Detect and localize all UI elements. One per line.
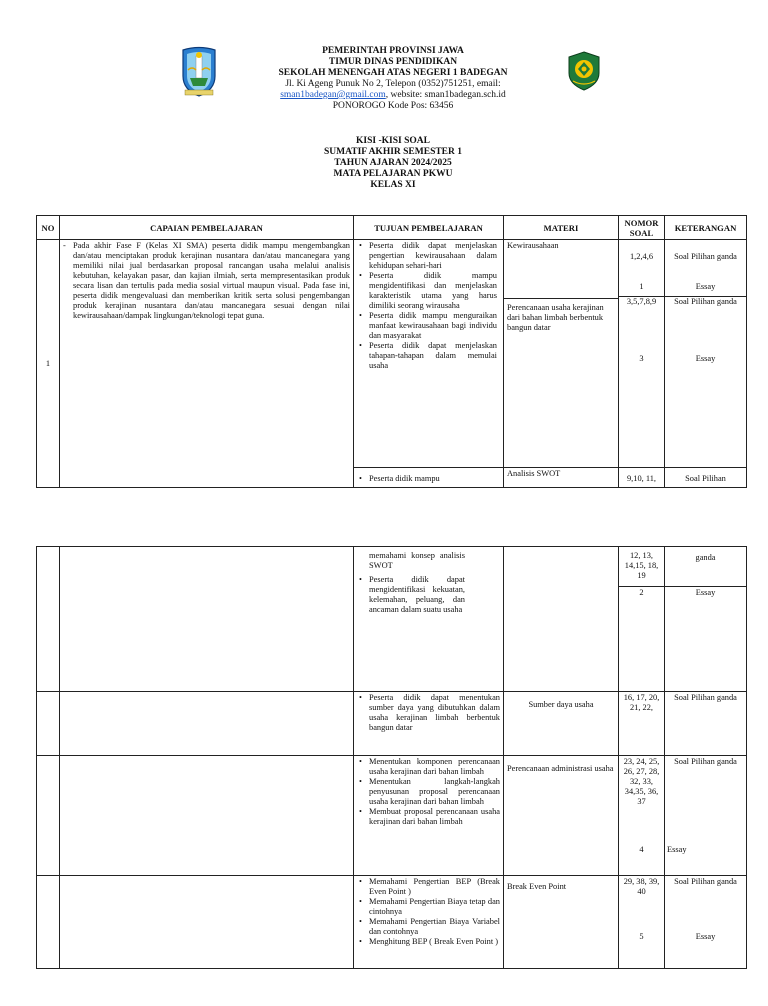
table-row — [37, 876, 747, 969]
ket-pg: Soal Pilihan ganda — [674, 252, 737, 261]
tujuan-item: • Peserta didik mampu — [369, 474, 500, 484]
tujuan-cell — [354, 240, 504, 468]
table-row — [37, 547, 747, 692]
header-capaian: CAPAIAN PEMBELAJARAN — [60, 216, 354, 240]
header-line3: SEKOLAH MENENGAH ATAS NEGERI 1 BADEGAN — [278, 68, 508, 78]
tujuan-cell — [354, 692, 504, 756]
tujuan-item: • Memahami Pengertian Biaya tetap dan cintohnya — [369, 897, 500, 917]
header-no: NO — [37, 216, 60, 240]
header-line1: PEMERINTAH PROVINSI JAWA — [322, 46, 464, 56]
nomor-essay: 1 — [639, 282, 644, 291]
header-line2: TIMUR DINAS PENDIDIKAN — [328, 57, 458, 67]
ket-pg: Soal Pilihan ganda — [674, 877, 737, 886]
tujuan-cell — [354, 756, 504, 876]
website-text: , website: sman1badegan.sch.id — [385, 90, 506, 100]
capaian-empty — [60, 876, 354, 969]
row-number-empty — [37, 692, 60, 756]
tujuan-item: • Menentukan langkah-langkah penyusunan proposal perencanaan usaha kerajinan dari bahan limbah — [369, 777, 500, 807]
materi-empty — [504, 547, 619, 692]
nomor-cell — [619, 547, 665, 692]
ponorogo-logo — [566, 51, 602, 91]
nomor-pg: 12, 13, 14,15, 18, 19 — [624, 551, 659, 580]
table-row — [37, 692, 747, 756]
table-row — [37, 240, 747, 468]
keterangan-cell — [665, 547, 747, 692]
keterangan-cell — [665, 756, 747, 876]
header-city: PONOROGO Kode Pos: 63456 — [332, 101, 454, 111]
tujuan-cell — [354, 547, 504, 692]
header-contact — [250, 90, 536, 101]
tujuan-item: • Memahami Pengertian Biaya Variabel dan contohnya — [369, 917, 500, 937]
email-link[interactable]: sman1badegan@gmail.com — [280, 90, 386, 100]
ket-pg: Soal Pilihan ganda — [674, 297, 737, 306]
nomor-essay: 2 — [619, 586, 664, 598]
ket-pg: Soal Pilihan ganda — [674, 757, 737, 766]
nomor-pg: 3,5,7,8,9 — [626, 297, 657, 306]
row-number: 1 — [37, 240, 60, 488]
ket-pg: ganda — [695, 553, 716, 562]
nomor-essay: 3 — [639, 354, 644, 363]
tujuan-item: • Memahami Pengertian BEP (Break Even Point ) — [369, 877, 500, 897]
nomor-cell — [619, 876, 665, 969]
nomor-essay: 4 — [639, 845, 644, 854]
title-sumatif: SUMATIF AKHIR SEMESTER 1 — [323, 147, 463, 157]
capaian-empty — [60, 692, 354, 756]
tujuan-item: • Peserta didik mampu menguraikan manfaat kewirausahaan bagi individu dan masyarakat — [369, 311, 497, 341]
capaian-text: Pada akhir Fase F (Kelas XI SMA) peserta didik mampu mengembangkan dan/atau menciptakan produk kerajinan nusantara dan/atau mancanegara yang memiliki nilai jual berdasarkan proposal rancangan usaha melalui analisis kebutuhan, kelayakan pasar, dan kajian ilmiah, serta mempresentasikan produk secara lisan dan tertulis pada media sosial virtual maupun visual. Pada fase ini, peserta didik mengevaluasi dan memberikan kritik serta solusi pengembangan produk kerajinan nusantara dan/atau mancanegara sesuai dengan nilai kewirausahaan/dampak lingkungan/teknologi tepat guna. — [73, 241, 350, 320]
nomor-pg: 1,2,4,6 — [629, 252, 654, 261]
title-mapel: MATA PELAJARAN PKWU — [333, 169, 453, 179]
table-row — [37, 756, 747, 876]
kisi-table-page1 — [36, 215, 747, 488]
title-tahun: TAHUN AJARAN 2024/2025 — [334, 158, 452, 168]
nomor-pg: 23, 24, 25, 26, 27, 28, 32, 33, 34,35, 36, 37 — [623, 757, 660, 806]
ket-pg: Soal Pilihan ganda — [665, 692, 747, 756]
header-tujuan: TUJUAN PEMBELAJARAN — [354, 216, 504, 240]
nomor-cell — [619, 240, 665, 468]
ket-swot: Soal Pilihan — [665, 468, 747, 488]
nomor-cell — [619, 756, 665, 876]
row-number-empty — [37, 756, 60, 876]
materi-bep: Break Even Point — [504, 876, 619, 969]
tujuan-item: • Peserta didik dapat menentukan sumber daya yang dibutuhkan dalam usaha kerajinan limbah berbentuk bangun datar — [369, 693, 500, 733]
jatim-logo — [180, 46, 218, 98]
capaian-empty — [60, 547, 354, 692]
tujuan-item: • Menghitung BEP ( Break Even Point ) — [369, 937, 500, 947]
header-address: Jl. Ki Ageng Punuk No 2, Telepon (0352)751251, email: — [285, 79, 501, 89]
tujuan-item: • Peserta didik dapat menjelaskan pengertian kewirausahaan dalam kehidupan sehari-hari — [369, 241, 497, 271]
materi-kewirausahaan: Kewirausahaan — [507, 241, 559, 250]
ket-essay: Essay — [695, 354, 716, 363]
school-header — [250, 46, 536, 112]
materi-sumber-daya: Sumber daya usaha — [504, 692, 619, 756]
tujuan-item: • Peserta didik dapat menjelaskan tahapan-tahapan dalam memulai usaha — [369, 341, 497, 371]
tujuan-cont: memahami konsep analisis SWOT — [369, 551, 465, 570]
nomor-pg: 29, 38, 39, 40 — [623, 877, 660, 896]
nomor-essay: 5 — [639, 932, 644, 941]
tujuan-cell — [354, 876, 504, 969]
ket-essay: Essay — [667, 845, 687, 854]
materi-swot: Analisis SWOT — [504, 468, 619, 488]
materi-administrasi: Perencanaan administrasi usaha — [504, 756, 619, 876]
table-header-row — [37, 216, 747, 240]
title-kisi: KISI -KISI SOAL — [356, 136, 430, 146]
keterangan-cell — [665, 240, 747, 468]
row-number-empty — [37, 876, 60, 969]
tujuan-item: • Peserta didik dapat mengidentifikasi kekuatan, kelemahan, peluang, dan ancaman dalam suatu usaha — [369, 575, 465, 615]
tujuan-item: • Menentukan komponen perencanaan usaha kerajinan dari bahan limbah — [369, 757, 500, 777]
header-materi: MATERI — [504, 216, 619, 240]
row-number-empty — [37, 547, 60, 692]
nomor-swot: 9,10, 11, — [619, 468, 665, 488]
tujuan-cell — [354, 468, 504, 488]
keterangan-cell — [665, 876, 747, 969]
ket-essay: Essay — [695, 932, 716, 941]
materi-cell — [504, 240, 619, 468]
title-kelas: KELAS XI — [370, 180, 416, 190]
tujuan-item: • Peserta didik mampu mengidentifikasi dan menjelaskan karakteristik utama yang harus dimiliki seorang wirausaha — [369, 271, 497, 311]
header-keterangan: KETERANGAN — [665, 216, 747, 240]
document-title — [250, 136, 536, 191]
ket-essay: Essay — [695, 282, 716, 291]
tujuan-item: • Membuat proposal perencanaan usaha kerajinan dari bahan limbah — [369, 807, 500, 827]
capaian-cell: - Pada akhir Fase F (Kelas XI SMA) peserta didik mampu mengembangkan dan/atau menciptakan produk kerajinan nusantara dan/atau mancanegara yang memiliki nilai jual berdasarkan proposal rancangan usaha melalui analisis kebutuhan, kelayakan pasar, dan kajian ilmiah, serta mempresentasikan produk secara lisan dan tertulis pada media sosial virtual maupun visual. Pada fase ini, peserta didik mengevaluasi dan memberikan kritik serta solusi pengembangan produk kerajinan nusantara dan/atau mancanegara sesuai dengan nilai kewirausahaan/dampak lingkungan/teknologi tepat guna. — [60, 240, 354, 488]
capaian-empty — [60, 756, 354, 876]
kisi-table-page2 — [36, 546, 747, 969]
ket-essay: Essay — [665, 586, 746, 598]
header-nomor: NOMOR SOAL — [619, 216, 665, 240]
materi-perencanaan: Perencanaan usaha kerajinan dari bahan limbah berbentuk bangun datar — [504, 298, 618, 333]
nomor-pg: 16, 17, 20, 21, 22, — [619, 692, 665, 756]
